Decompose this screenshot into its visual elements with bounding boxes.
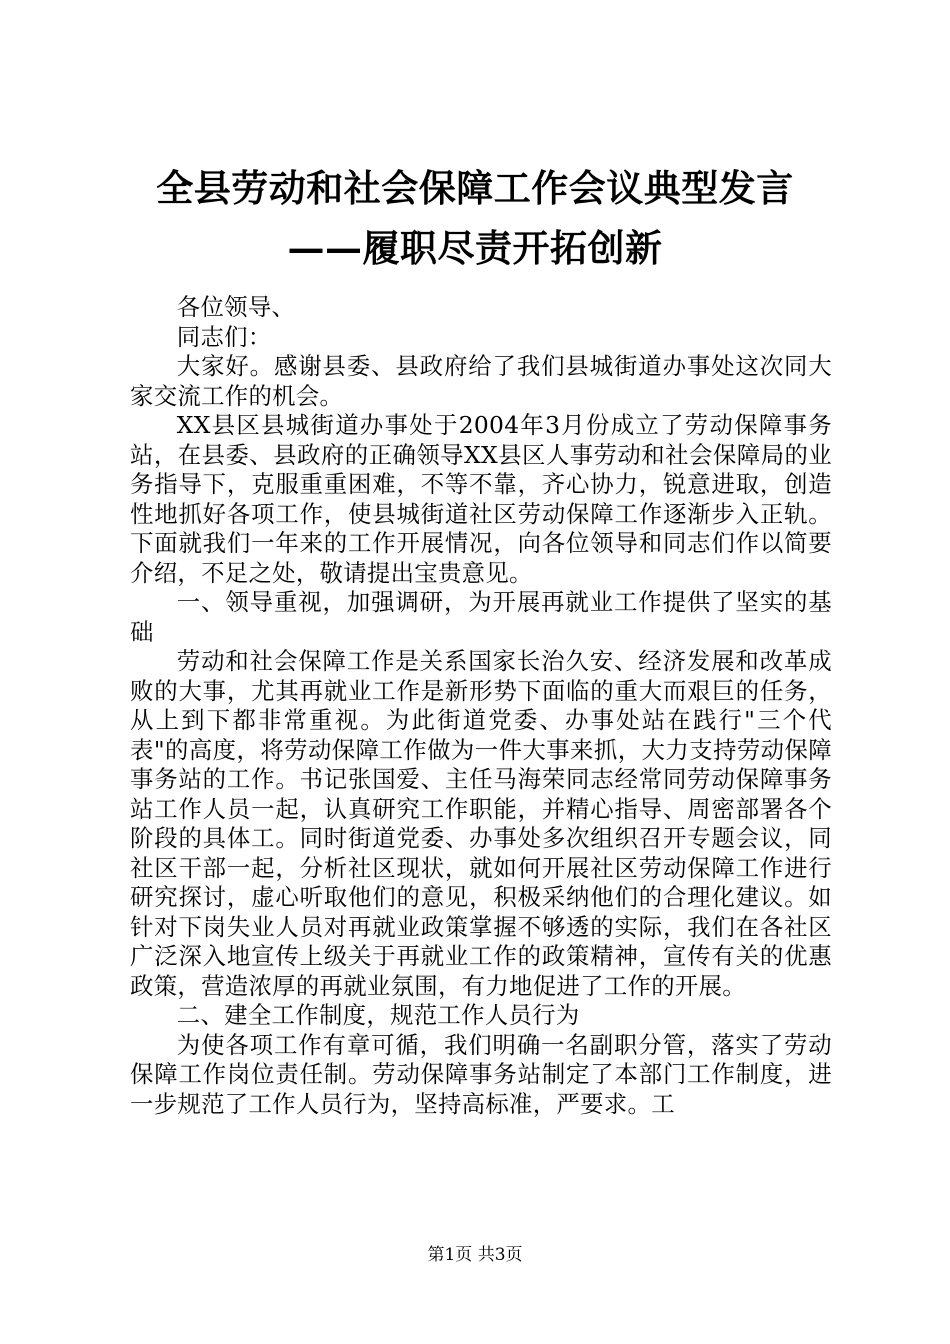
section-heading-2: 二、建全工作制度，规范工作人员行为: [176, 1001, 580, 1029]
document-body: [130, 293, 832, 1119]
document-title: 全县劳动和社会保障工作会议典型发言——履职尽责开拓创新: [156, 166, 794, 270]
paragraph-greeting: 大家好。感谢县委、县政府给了我们县城街道办事处这次同大家交流工作的机会。: [130, 352, 832, 410]
section-heading-1: 一、领导重视，加强调研，为开展再就业工作提供了坚实的基础: [130, 588, 832, 646]
paragraph-introduction: XX县区县城街道办事处于2004年3月份成立了劳动保障事务站，在县委、县政府的正确领导XX县区人事劳动和社会保障局的业务指导下，克服重重困难，不等不靠，齐心协力，锐意进取，创造性地抓好各项工作，使县城街道社区劳动保障工作逐渐步入正轨。下面就我们一年来的工作开展情况，向各位领导和同志们作以简要介绍，不足之处，敬请提出宝贵意见。: [130, 411, 832, 587]
paragraph-section-2: 为使各项工作有章可循，我们明确一名副职分管，落实了劳动保障工作岗位责任制。劳动保障事务站制定了本部门工作制度，进一步规范了工作人员行为，坚持高标准，严要求。工: [130, 1030, 832, 1118]
page-number-footer: 第1页 共3页: [427, 1245, 523, 1265]
salutation-comrades: 同志们：: [176, 322, 272, 351]
paragraph-section-1: 劳动和社会保障工作是关系国家长治久安、经济发展和改革成败的大事，尤其再就业工作是新形势下面临的重大而艰巨的任务，从上到下都非常重视。为此街道党委、办事处站在践行"三个代表"的高度，将劳动保障工作做为一件大事来抓，大力支持劳动保障事务站的工作。书记张国爱、主任马海荣同志经常同劳动保障事务站工作人员一起，认真研究工作职能，并精心指导、周密部署各个阶段的具体工。同时街道党委、办事处多次组织召开专题会议，同社区干部一起，分析社区现状，就如何开展社区劳动保障工作进行研究探讨，虚心听取他们的意见，积极采纳他们的合理化建议。如针对下岗失业人员对再就业政策掌握不够透的实际，我们在各社区广泛深入地宣传上级关于再就业工作的政策精神，宣传有关的优惠政策，营造浓厚的再就业氛围，有力地促进了工作的开展。: [130, 647, 832, 1000]
salutation-leaders: 各位领导、: [176, 293, 296, 321]
